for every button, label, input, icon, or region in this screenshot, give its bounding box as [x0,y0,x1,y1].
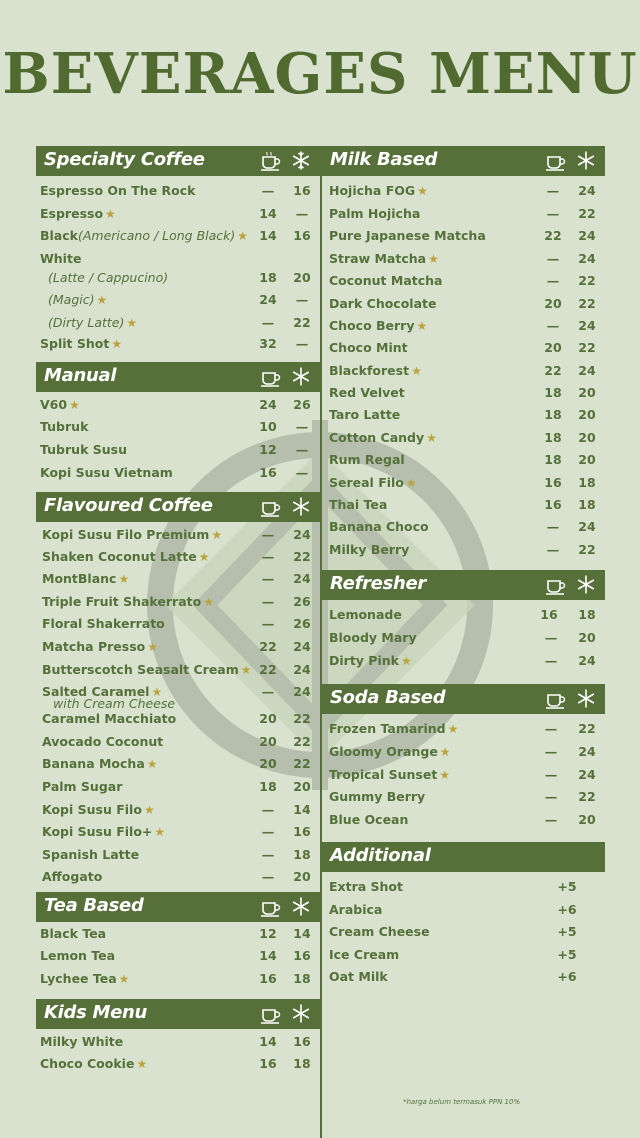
section-header [36,492,320,522]
menu-item: Red Velvet 18 20 [329,385,596,400]
section-title: Kids Menu [44,1002,148,1023]
menu-item: Cotton Candy ★ 18 20 [329,430,596,445]
menu-item: Thai Tea 16 18 [329,497,596,512]
tax-footnote: *harga belum termasuk PPN 10% [403,1098,521,1106]
menu-item: Affogato — 20 [42,869,311,884]
star-icon: ★ [240,663,252,677]
star-icon: ★ [105,207,116,221]
menu-item: Lemonade 16 18 [329,607,596,622]
section-header [322,570,605,600]
star-icon: ★ [154,825,166,839]
section-title: Milk Based [330,149,438,170]
star-icon: ★ [428,252,439,266]
star-icon: ★ [237,229,249,243]
menu-item: Oat Milk +6 [329,969,577,984]
menu-item: Banana Choco — 24 [329,519,596,534]
hot-cup-icon [260,1004,282,1024]
section-title: Specialty Coffee [44,149,205,170]
iced-snowflake-icon [291,1003,311,1024]
section-manual [36,362,320,480]
star-icon: ★ [126,316,138,330]
menu-item: Gummy Berry — 22 [329,789,596,804]
star-icon: ★ [136,1057,148,1071]
star-icon: ★ [69,398,80,412]
iced-snowflake-icon [291,366,311,387]
section-title: Additional [330,845,431,866]
menu-item: Tubruk Susu 12 — [40,442,309,457]
menu-item: Kopi Susu Filo ★ — 14 [42,802,311,817]
menu-item: Arabica +6 [329,902,577,917]
menu-item-subtitle: with Cream Cheese [53,696,176,711]
section-tea-based [36,892,320,986]
page-title: BEVERAGES MENU [2,41,638,107]
menu-item: Black(Americano / Long Black) ★ 14 16 [40,228,311,243]
menu-item: Matcha Presso ★ 22 24 [42,639,311,654]
star-icon: ★ [146,757,158,771]
menu-item: Espresso On The Rock — 16 [40,183,311,198]
menu-item: Salted Caramel ★ — 24 [42,684,311,699]
menu-item: Shaken Coconut Latte ★ — 22 [42,549,311,564]
section-title: Refresher [330,573,427,594]
menu-item: Cream Cheese +5 [329,924,577,939]
hot-cup-icon [260,897,282,917]
section-milk-based [322,146,605,557]
section-specialty-coffee [36,146,320,351]
menu-item: Tubruk 10 — [40,419,309,434]
menu-item: Dark Chocolate 20 22 [329,296,596,311]
star-icon: ★ [111,337,123,351]
menu-item: Caramel Macchiato 20 22 [42,711,311,726]
section-title: Manual [44,365,117,386]
menu-item: Pure Japanese Matcha 22 24 [329,228,596,243]
iced-snowflake-icon [576,574,596,595]
star-icon: ★ [118,972,130,986]
star-icon: ★ [439,745,451,759]
section-additional [322,842,605,984]
section-header [322,146,605,176]
star-icon: ★ [400,654,412,668]
hot-cup-icon [260,151,282,171]
menu-item: Straw Matcha ★ — 24 [329,251,596,266]
menu-item: White [40,251,82,266]
star-icon: ★ [447,722,459,736]
hot-cup-icon [545,689,567,709]
section-flavoured-coffee [36,492,320,884]
star-icon: ★ [211,528,223,542]
hot-cup-icon [545,575,567,595]
menu-item: Rum Regal 18 20 [329,452,596,467]
section-kids-menu [36,999,320,1071]
menu-item: Lemon Tea 14 16 [40,948,311,963]
menu-item: Blackforest ★ 22 24 [329,363,596,378]
section-header [36,362,320,392]
section-title: Flavoured Coffee [44,495,213,516]
star-icon: ★ [96,293,108,307]
menu-item: Blue Ocean — 20 [329,812,596,827]
section-header [36,999,320,1029]
iced-snowflake-icon [291,896,311,917]
menu-item: MontBlanc ★ — 24 [42,571,311,586]
menu-item: Floral Shakerrato — 26 [42,616,311,631]
menu-item: Hojicha FOG ★ — 24 [329,183,596,198]
menu-item: Triple Fruit Shakerrato ★ — 26 [42,594,311,609]
menu-item: Avocado Coconut 20 22 [42,734,311,749]
star-icon: ★ [151,685,163,699]
menu-item: Kopi Susu Filo+ ★ — 16 [42,824,311,839]
menu-item: Ice Cream +5 [329,947,577,962]
menu-item: Taro Latte 18 20 [329,407,596,422]
menu-item: V60 ★ 24 26 [40,397,311,412]
menu-item: Butterscotch Seasalt Cream ★ 22 24 [42,662,311,677]
star-icon: ★ [439,768,451,782]
star-icon: ★ [405,476,417,490]
menu-item: Kopi Susu Vietnam 16 — [40,465,309,480]
menu-item: Lychee Tea ★ 16 18 [40,971,311,986]
menu-item: Espresso ★ 14 — [40,206,309,221]
menu-item: Tropical Sunset ★ — 24 [329,767,596,782]
hot-cup-icon [260,497,282,517]
menu-item: Palm Sugar 18 20 [42,779,311,794]
star-icon: ★ [198,550,210,564]
star-icon: ★ [118,572,130,586]
iced-snowflake-icon [291,150,311,171]
menu-item: Split Shot ★ 32 — [40,336,309,351]
section-title: Tea Based [44,895,144,916]
section-refresher [322,570,605,668]
star-icon: ★ [147,640,158,654]
menu-item: (Magic) ★ 24 — [48,292,309,307]
menu-item: Banana Mocha ★ 20 22 [42,756,311,771]
section-soda-based [322,684,605,827]
menu-item: (Dirty Latte) ★ — 22 [48,315,311,330]
star-icon: ★ [426,431,437,445]
menu-item: Dirty Pink ★ — 24 [329,653,596,668]
menu-item: Spanish Latte — 18 [42,847,311,862]
section-header [322,684,605,714]
section-title: Soda Based [330,687,446,708]
iced-snowflake-icon [576,150,596,171]
star-icon: ★ [203,595,214,609]
hot-cup-icon [545,151,567,171]
menu-item: (Latte / Cappucino) 18 20 [48,270,311,285]
menu-item: Extra Shot +5 [329,879,577,894]
menu-item: Milky White 14 16 [40,1034,311,1049]
menu-item: Choco Mint 20 22 [329,340,596,355]
section-header [36,146,320,176]
star-icon: ★ [411,364,422,378]
section-header [36,892,320,922]
iced-snowflake-icon [576,688,596,709]
left-column [36,146,322,1138]
menu-item: Palm Hojicha — 22 [329,206,596,221]
menu-item: Gloomy Orange ★ — 24 [329,744,596,759]
menu-item: Sereal Filo ★ 16 18 [329,475,596,490]
menu-item: Kopi Susu Filo Premium ★ — 24 [42,527,311,542]
hot-cup-icon [260,367,282,387]
menu-item: Choco Cookie ★ 16 18 [40,1056,311,1071]
menu-item: Choco Berry ★ — 24 [329,318,596,333]
menu-item: Bloody Mary — 20 [329,630,596,645]
section-header [322,842,605,872]
star-icon: ★ [417,184,428,198]
star-icon: ★ [416,319,428,333]
star-icon: ★ [143,803,155,817]
iced-snowflake-icon [291,496,311,517]
menu-item: Coconut Matcha — 22 [329,273,596,288]
menu-item: Black Tea 12 14 [40,926,311,941]
menu-item: Milky Berry — 22 [329,542,596,557]
menu-item: Frozen Tamarind ★ — 22 [329,721,596,736]
